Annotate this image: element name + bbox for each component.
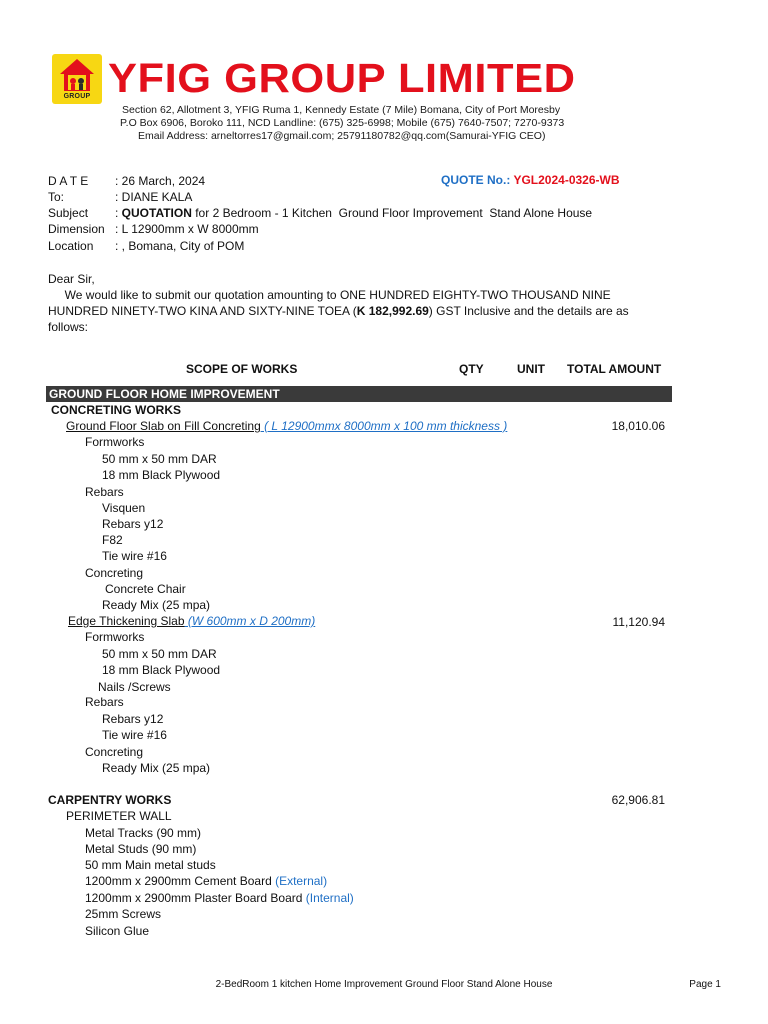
slab-amount: 18,010.06 [611, 419, 665, 433]
internal-note: (Internal) [302, 891, 354, 905]
address-line-3: Email Address: arneltorres17@gmail.com; 25791180782@qq.com(Samurai-YFIG CEO) [138, 130, 546, 142]
list-item: Metal Tracks (90 mm) [85, 826, 202, 840]
list-item: Rebars y12 [102, 712, 164, 726]
plaster-board-row [85, 890, 354, 906]
concreting-title: CONCRETING WORKS [51, 403, 181, 417]
location-label: Location [48, 239, 94, 253]
address-line-2: P.O Box 6906, Boroko 111, NCD Landline: (675) 325-6998; Mobile (675) 7640-7507; 7270-9373 [120, 117, 565, 129]
list-item: Metal Studs (90 mm) [85, 842, 197, 856]
slab-row [66, 418, 507, 434]
date-row [48, 173, 205, 189]
to-value: : DIANE KALA [115, 190, 193, 204]
list-item: Rebars [85, 485, 124, 499]
dimension-value: : L 12900mm x W 8000mm [115, 222, 259, 236]
list-item: Ready Mix (25 mpa) [102, 598, 211, 612]
subject-bold: QUOTATION [121, 206, 192, 220]
company-logo [52, 54, 102, 104]
list-item: 25mm Screws [85, 907, 162, 921]
carpentry-amount: 62,906.81 [611, 793, 665, 807]
edge-amount: 11,120.94 [612, 615, 665, 629]
perimeter-title: PERIMETER WALL [66, 809, 172, 823]
quote-number [441, 173, 620, 187]
to-label: To: [48, 190, 65, 204]
list-item: 18 mm Black Plywood [102, 468, 221, 482]
cement-board-row [85, 873, 327, 889]
col-total-header: TOTAL AMOUNT [567, 362, 662, 376]
edge-title: Edge Thickening Slab [68, 614, 185, 628]
dimension-row [48, 221, 259, 237]
carpentry-title: CARPENTRY WORKS [48, 793, 172, 807]
list-item: 1200mm x 2900mm Plaster Board Board [85, 891, 303, 905]
location-row [48, 238, 244, 254]
col-scope-header: SCOPE OF WORKS [186, 362, 298, 376]
list-item: F82 [102, 533, 123, 547]
subject-rest: for 2 Bedroom - 1 Kitchen Ground Floor Improvement Stand Alone House [191, 206, 593, 220]
subject-prefix: : [115, 206, 122, 220]
date-label: D A T E [48, 174, 89, 188]
letter-body [48, 287, 648, 335]
date-value: : 26 March, 2024 [115, 174, 206, 188]
list-item: Formworks [85, 435, 145, 449]
quote-number-label: QUOTE No.: [441, 173, 514, 187]
subject-label: Subject [48, 206, 89, 220]
list-item: Concreting [85, 566, 144, 580]
edge-spec: (W 600mm x D 200mm) [184, 614, 316, 628]
edge-row [68, 613, 315, 629]
list-item: Concreting [85, 745, 144, 759]
letter-body-part1: We would like to submit our quotation amounting to ONE HUNDRED EIGHTY-TWO THOUSAND NINE HUNDRED NINETY-TWO KINA AND SIXTY-NINE TOEA ( [48, 288, 614, 318]
quote-number-value: YGL2024-0326-WB [513, 173, 620, 187]
letter-amount: K 182,992.69 [356, 304, 429, 318]
list-item: Tie wire #16 [102, 549, 167, 563]
list-item: Rebars y12 [102, 517, 164, 531]
slab-spec: ( L 12900mmx 8000mm x 100 mm thickness ) [260, 419, 508, 433]
location-value: : , Bomana, City of POM [115, 239, 245, 253]
slab-title: Ground Floor Slab on Fill Concreting [66, 419, 261, 433]
list-item: Ready Mix (25 mpa) [102, 761, 211, 775]
page-footer: 2-BedRoom 1 kitchen Home Improvement Ground Floor Stand Alone House [215, 979, 553, 990]
list-item: Silicon Glue [85, 924, 150, 938]
list-item: Tie wire #16 [102, 728, 167, 742]
col-unit-header: UNIT [517, 362, 545, 376]
page-number: Page 1 [689, 979, 721, 990]
dimension-label: Dimension [48, 222, 105, 236]
external-note: (External) [271, 874, 328, 888]
list-item: 50 mm x 50 mm DAR [102, 452, 217, 466]
address-line-1: Section 62, Allotment 3, YFIG Ruma 1, Kennedy Estate (7 Mile) Bomana, City of Port Moresby [122, 104, 561, 116]
letter-body-part2: ) GST Inclusive and the details are as follows: [48, 304, 633, 334]
list-item: 18 mm Black Plywood [102, 663, 221, 677]
list-item: 50 mm x 50 mm DAR [102, 647, 217, 661]
col-qty-header: QTY [459, 362, 484, 376]
section-bar: GROUND FLOOR HOME IMPROVEMENT [46, 386, 672, 402]
salutation: Dear Sir, [48, 272, 95, 286]
list-item: Rebars [85, 695, 124, 709]
list-item: Visquen [102, 501, 146, 515]
list-item: 1200mm x 2900mm Cement Board [85, 874, 272, 888]
list-item: Concrete Chair [105, 582, 186, 596]
list-item: Formworks [85, 630, 145, 644]
logo-group-text: GROUP [63, 93, 91, 100]
list-item: Nails /Screws [98, 680, 171, 694]
list-item: 50 mm Main metal studs [85, 858, 216, 872]
to-row [48, 189, 192, 205]
company-name: YFIG GROUP LIMITED [108, 55, 576, 101]
subject-row [48, 205, 592, 221]
